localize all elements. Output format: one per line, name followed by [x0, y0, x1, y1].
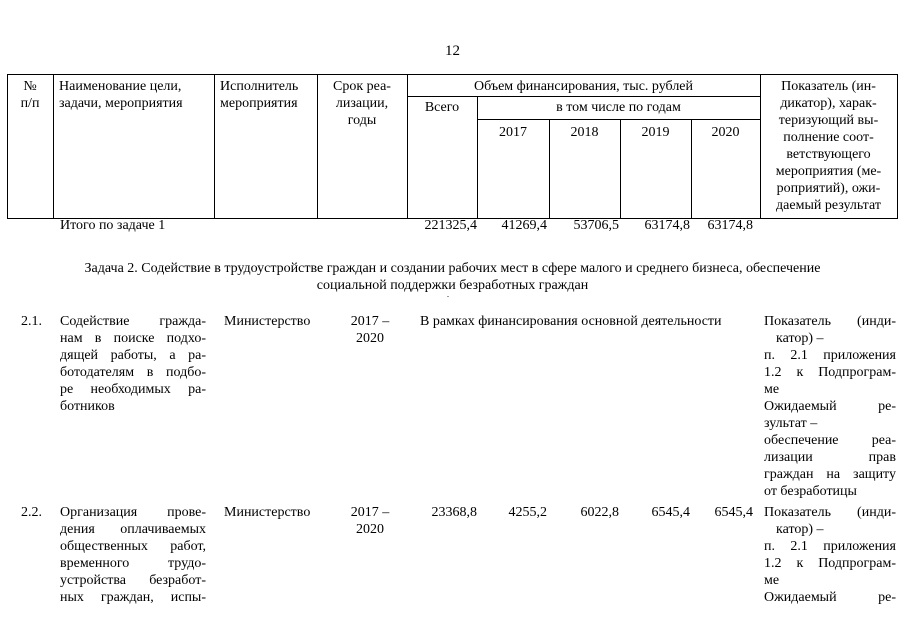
row-name: Организация прове- дения оплачиваемых общественных работ, временного трудо- устройства безработ- ных граждан, испы-	[60, 505, 206, 605]
page-number: 12	[445, 43, 460, 59]
header-executor: Исполнитель мероприятия	[220, 79, 299, 111]
row-number: 2.1.	[21, 314, 42, 329]
grid-line	[897, 75, 898, 218]
row-number: 2.2.	[21, 505, 42, 520]
row-2017: 4255,2	[508, 505, 547, 520]
grid-line	[407, 96, 760, 97]
row-2018: 6022,8	[580, 505, 619, 520]
total-row-label: Итого по задаче 1	[60, 218, 166, 233]
row-name: Содействие гражда- нам в поиске подхо- дящей работы, а ра- ботодателям в подбо- ре необходимых ра- ботников	[60, 314, 206, 414]
row-term: 2017 – 2020	[350, 314, 390, 346]
task-heading: Задача 2. Содействие в трудоустройстве граждан и создании рабочих мест в сфере малого и среднего бизнеса, обеспечение социальной поддержки безработных граждан	[84, 261, 821, 293]
grid-line	[214, 75, 215, 218]
header-year-2018: 2018	[570, 125, 599, 140]
header-year-2020: 2020	[711, 125, 740, 140]
total-row-2018: 53706,5	[573, 218, 619, 233]
header-year-2017: 2017	[499, 125, 527, 140]
table-header	[7, 74, 898, 219]
row-executor: Министерство	[224, 505, 311, 520]
header-name: Наименование цели, задачи, мероприятия	[59, 79, 183, 111]
row-total: 23368,8	[431, 505, 477, 520]
header-indicator: Показатель (ин- дикатор), харак- теризующий вы- полнение соот- ветствующего мероприятия (ме- роприятий), ожи- даемый результат	[775, 79, 882, 213]
total-row-2017: 41269,4	[501, 218, 547, 233]
header-total: Всего	[424, 100, 460, 115]
header-term: Срок реа- лизации, годы	[333, 79, 391, 128]
row-financing-note: В рамках финансирования основной деятельности	[420, 314, 722, 329]
row-indicator: Показатель (инди- катор) – п. 2.1 приложения 1.2 к Подпрограм- ме Ожидаемый ре- зультат – обеспечение реа- лизации прав граждан на защиту от безработицы	[764, 314, 896, 499]
header-years: в том числе по годам	[556, 100, 681, 115]
row-indicator: Показатель (инди- катор) – п. 2.1 приложения 1.2 к Подпрограм- ме Ожидаемый ре-	[764, 505, 896, 605]
row-term: 2017 – 2020	[350, 505, 390, 537]
total-row-2019: 63174,8	[644, 218, 690, 233]
total-row-total: 221325,4	[424, 218, 477, 233]
total-row-2020: 63174,8	[707, 218, 753, 233]
scan-speck	[447, 296, 449, 297]
header-number: № п/п	[20, 79, 40, 111]
row-2019: 6545,4	[651, 505, 690, 520]
header-financing: Объем финансирования, тыс. рублей	[473, 79, 694, 94]
grid-line	[477, 119, 760, 120]
grid-line	[53, 75, 54, 218]
row-executor: Министерство	[224, 314, 311, 329]
row-2020: 6545,4	[714, 505, 753, 520]
header-year-2019: 2019	[641, 125, 670, 140]
